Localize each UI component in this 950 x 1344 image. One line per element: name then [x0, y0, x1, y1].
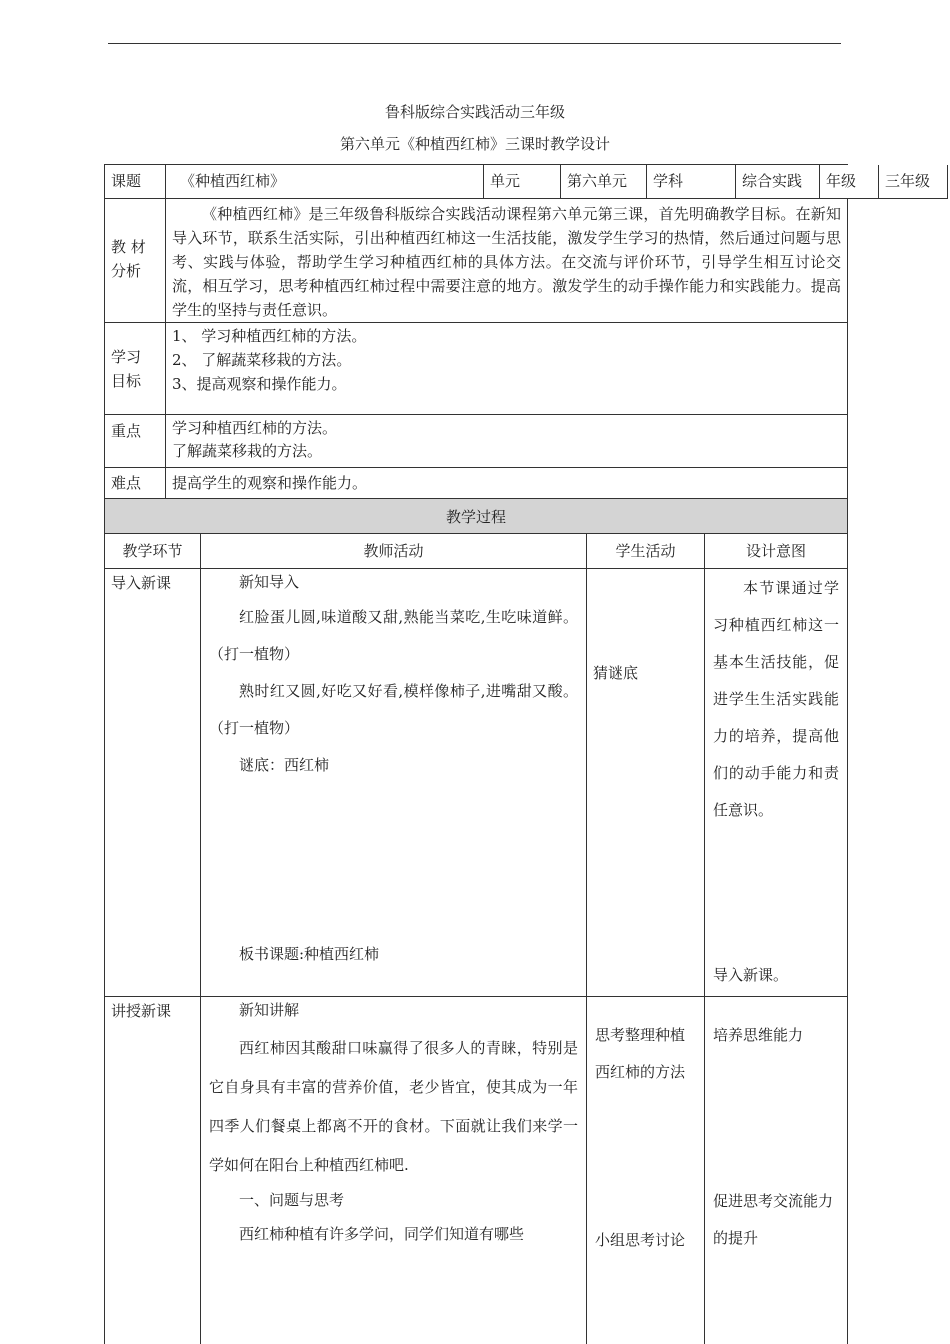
key-point: 了解蔬菜移栽的方法。	[172, 442, 323, 460]
header-student: 学生活动	[587, 534, 705, 569]
difficulty-label: 难点	[105, 468, 166, 499]
intent-text: 促进思考交流能力的提升	[713, 1192, 834, 1247]
row1-stage: 导入新课	[105, 569, 201, 997]
header-rule	[108, 43, 841, 44]
goal-item: 3、提高观察和操作能力。	[172, 375, 347, 393]
goal-item: 2、 了解蔬菜移栽的方法。	[172, 351, 352, 369]
doc-subtitle: 第六单元《种植西红柿》三课时教学设计	[339, 135, 610, 153]
grade-value: 三年级	[879, 165, 948, 199]
topic-value: 《种植西红柿》	[166, 165, 484, 199]
row1-student: 猜谜底	[587, 569, 705, 997]
teacher-heading: 新知导入	[239, 573, 300, 591]
teacher-explain: 西红柿因其酸甜口味赢得了很多人的青睐，特别是它自身具有丰富的营养价值，老少皆宜，使其成为一年四季人们餐桌上都离不开的食材。下面就让我们来学一学如何在阳台上种植西红柿吧.	[209, 1039, 578, 1174]
teacher-answer: 谜底：西红柿	[239, 756, 330, 774]
teacher-board-title: 板书课题:种植西红柿	[239, 945, 380, 963]
process-table	[104, 498, 848, 1344]
process-title: 教学过程	[105, 498, 848, 534]
unit-value: 第六单元	[561, 165, 647, 199]
teacher-question: 西红柿种植有许多学问，同学们知道有哪些	[239, 1225, 525, 1243]
difficulty-text: 提高学生的观察和操作能力。	[166, 468, 848, 499]
goals-cell	[166, 323, 848, 415]
row1-teacher	[201, 569, 587, 997]
row2-student	[587, 997, 705, 1344]
teacher-heading: 新知讲解	[239, 1001, 300, 1019]
intent-text: 培养思维能力	[713, 1026, 804, 1044]
key-cell	[166, 415, 848, 468]
intent-text: 本节课通过学习种植西红柿这一基本生活技能，促进学生生活实践能力的培养，提高他们的动手能力和责任意识。	[713, 579, 839, 819]
row2-intent	[705, 997, 848, 1344]
doc-title: 鲁科版综合实践活动三年级	[384, 103, 565, 121]
row2-teacher	[201, 997, 587, 1344]
goal-item: 1、 学习种植西红柿的方法。	[172, 327, 367, 345]
analysis-text: 《种植西红柿》是三年级鲁科版综合实践活动课程第六单元第三课，首先明确教学目标。在新知导入环节，联系生活实际，引出种植西红柿这一生活技能，激发学生学习的热情，然后通过问题与思考、实践与体验，帮助学生学习种植西红柿的具体方法。在交流与评价环节，引导学生相互讨论交流，相互学习，思考种植西红柿过程中需要注意的地方。激发学生的动手操作能力和实践能力。提高学生的坚持与责任意识。	[166, 199, 848, 323]
row2-stage: 讲授新课	[105, 997, 201, 1344]
teacher-riddle: 熟时红又圆,好吃又好看,模样像柿子,进嘴甜又酸。（打一植物）	[209, 682, 578, 737]
teacher-section: 一、问题与思考	[239, 1191, 345, 1209]
key-point: 学习种植西红柿的方法。	[172, 419, 338, 437]
unit-label: 单元	[484, 165, 561, 199]
intent-end: 导入新课。	[713, 966, 789, 984]
analysis-label: 教 材 分析	[105, 199, 166, 323]
header-teacher: 教师活动	[201, 534, 587, 569]
grade-label: 年级	[820, 165, 879, 199]
row1-intent	[705, 569, 848, 997]
info-table	[104, 164, 931, 499]
subject-label: 学科	[647, 165, 736, 199]
student-activity: 思考整理种植西红柿的方法	[595, 1026, 686, 1081]
topic-label: 课题	[105, 165, 166, 199]
header-stage: 教学环节	[105, 534, 201, 569]
goals-label: 学习 目标	[105, 323, 166, 415]
key-label: 重点	[105, 415, 166, 468]
student-activity: 小组思考讨论	[595, 1231, 686, 1249]
subject-value: 综合实践	[736, 165, 820, 199]
teacher-riddle: 红脸蛋儿圆,味道酸又甜,熟能当菜吃,生吃味道鲜。（打一植物）	[209, 608, 578, 663]
header-intent: 设计意图	[705, 534, 848, 569]
